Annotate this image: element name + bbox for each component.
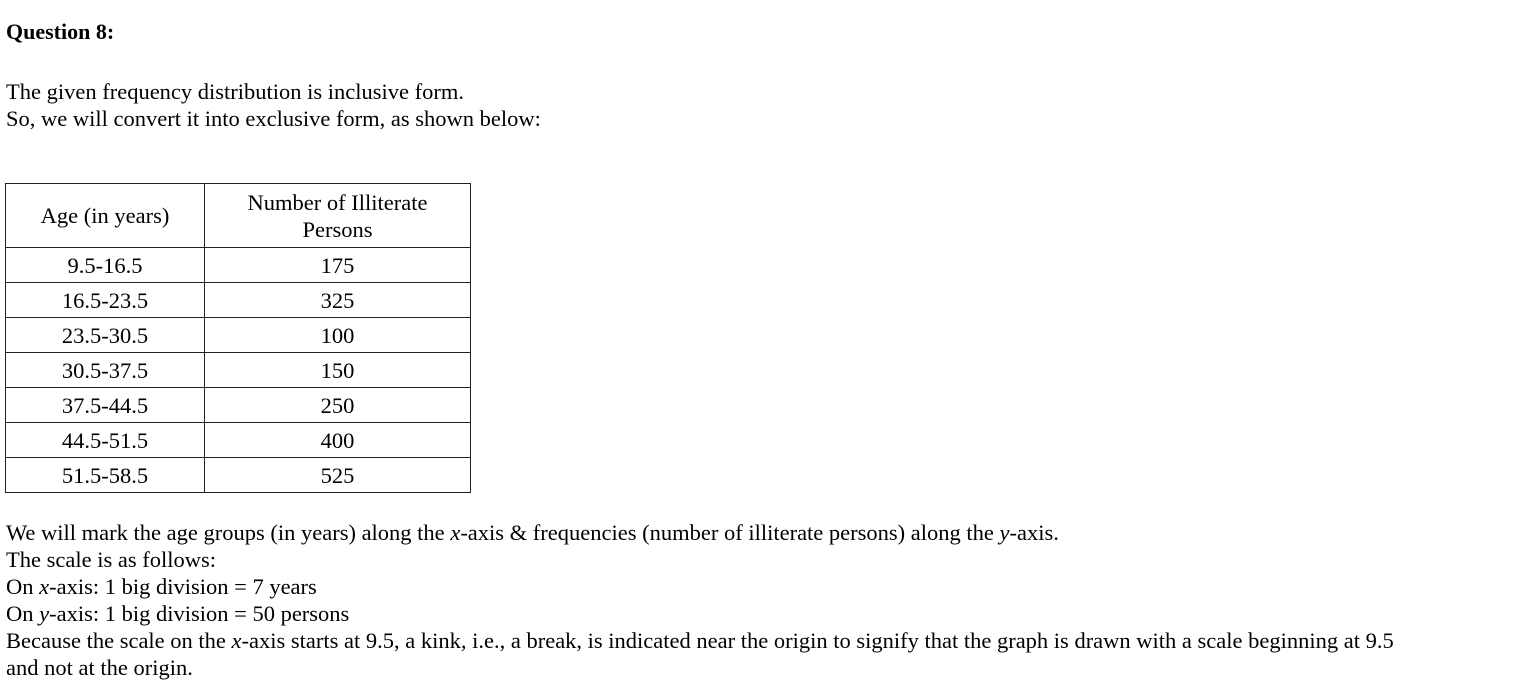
x-variable: x	[450, 520, 461, 545]
text-segment: Because the scale on the	[6, 628, 232, 653]
explanation-line-2: The scale is as follows:	[6, 547, 216, 572]
text-segment: -axis.	[1009, 520, 1059, 545]
text-segment: -axis starts at 9.5, a kink, i.e., a break, is indicated near the origin to signify that the graph is drawn with a scale beginning at 9.5	[241, 628, 1394, 653]
question-heading: Question 8:	[6, 19, 115, 44]
count-cell: 150	[205, 353, 471, 388]
header-age: Age (in years)	[6, 184, 205, 248]
table-row	[6, 423, 471, 458]
text-segment: -axis: 1 big division = 50 persons	[49, 601, 350, 626]
x-variable: x	[231, 628, 242, 653]
header-persons	[205, 184, 471, 248]
header-persons-line-2: Persons	[302, 216, 373, 242]
frequency-table	[5, 183, 471, 493]
y-variable: y	[999, 520, 1010, 545]
table-row	[6, 353, 471, 388]
count-cell: 175	[205, 248, 471, 283]
age-cell: 30.5-37.5	[6, 353, 205, 388]
age-cell: 9.5-16.5	[6, 248, 205, 283]
count-cell: 250	[205, 388, 471, 423]
y-variable: y	[39, 601, 50, 626]
intro-line-1: The given frequency distribution is inclusive form.	[6, 79, 465, 104]
count-cell: 325	[205, 283, 471, 318]
intro-text	[6, 78, 541, 132]
age-cell: 51.5-58.5	[6, 458, 205, 493]
table-row	[6, 283, 471, 318]
table-row	[6, 248, 471, 283]
explanation-line-4	[6, 600, 1521, 627]
table-row	[6, 388, 471, 423]
explanation-line-1	[6, 519, 1521, 546]
age-cell: 37.5-44.5	[6, 388, 205, 423]
table-row	[6, 458, 471, 493]
header-persons-line-1: Number of Illiterate	[247, 189, 428, 215]
count-cell: 100	[205, 318, 471, 353]
count-cell: 400	[205, 423, 471, 458]
explanation-line-3	[6, 573, 1521, 600]
age-cell: 16.5-23.5	[6, 283, 205, 318]
table-row	[6, 318, 471, 353]
text-segment: -axis: 1 big division = 7 years	[49, 574, 317, 599]
explanation-line-5	[6, 627, 1521, 654]
x-variable: x	[39, 574, 50, 599]
age-cell: 44.5-51.5	[6, 423, 205, 458]
text-segment: We will mark the age groups (in years) along the	[6, 520, 451, 545]
text-segment: -axis & frequencies (number of illiterate persons) along the	[460, 520, 1000, 545]
text-segment: On	[6, 601, 40, 626]
table-header-row	[6, 184, 471, 248]
age-cell: 23.5-30.5	[6, 318, 205, 353]
text-segment: On	[6, 574, 40, 599]
explanation-text	[6, 519, 1521, 681]
explanation-line-6: and not at the origin.	[6, 655, 193, 680]
count-cell: 525	[205, 458, 471, 493]
intro-line-2: So, we will convert it into exclusive form, as shown below:	[6, 106, 541, 131]
